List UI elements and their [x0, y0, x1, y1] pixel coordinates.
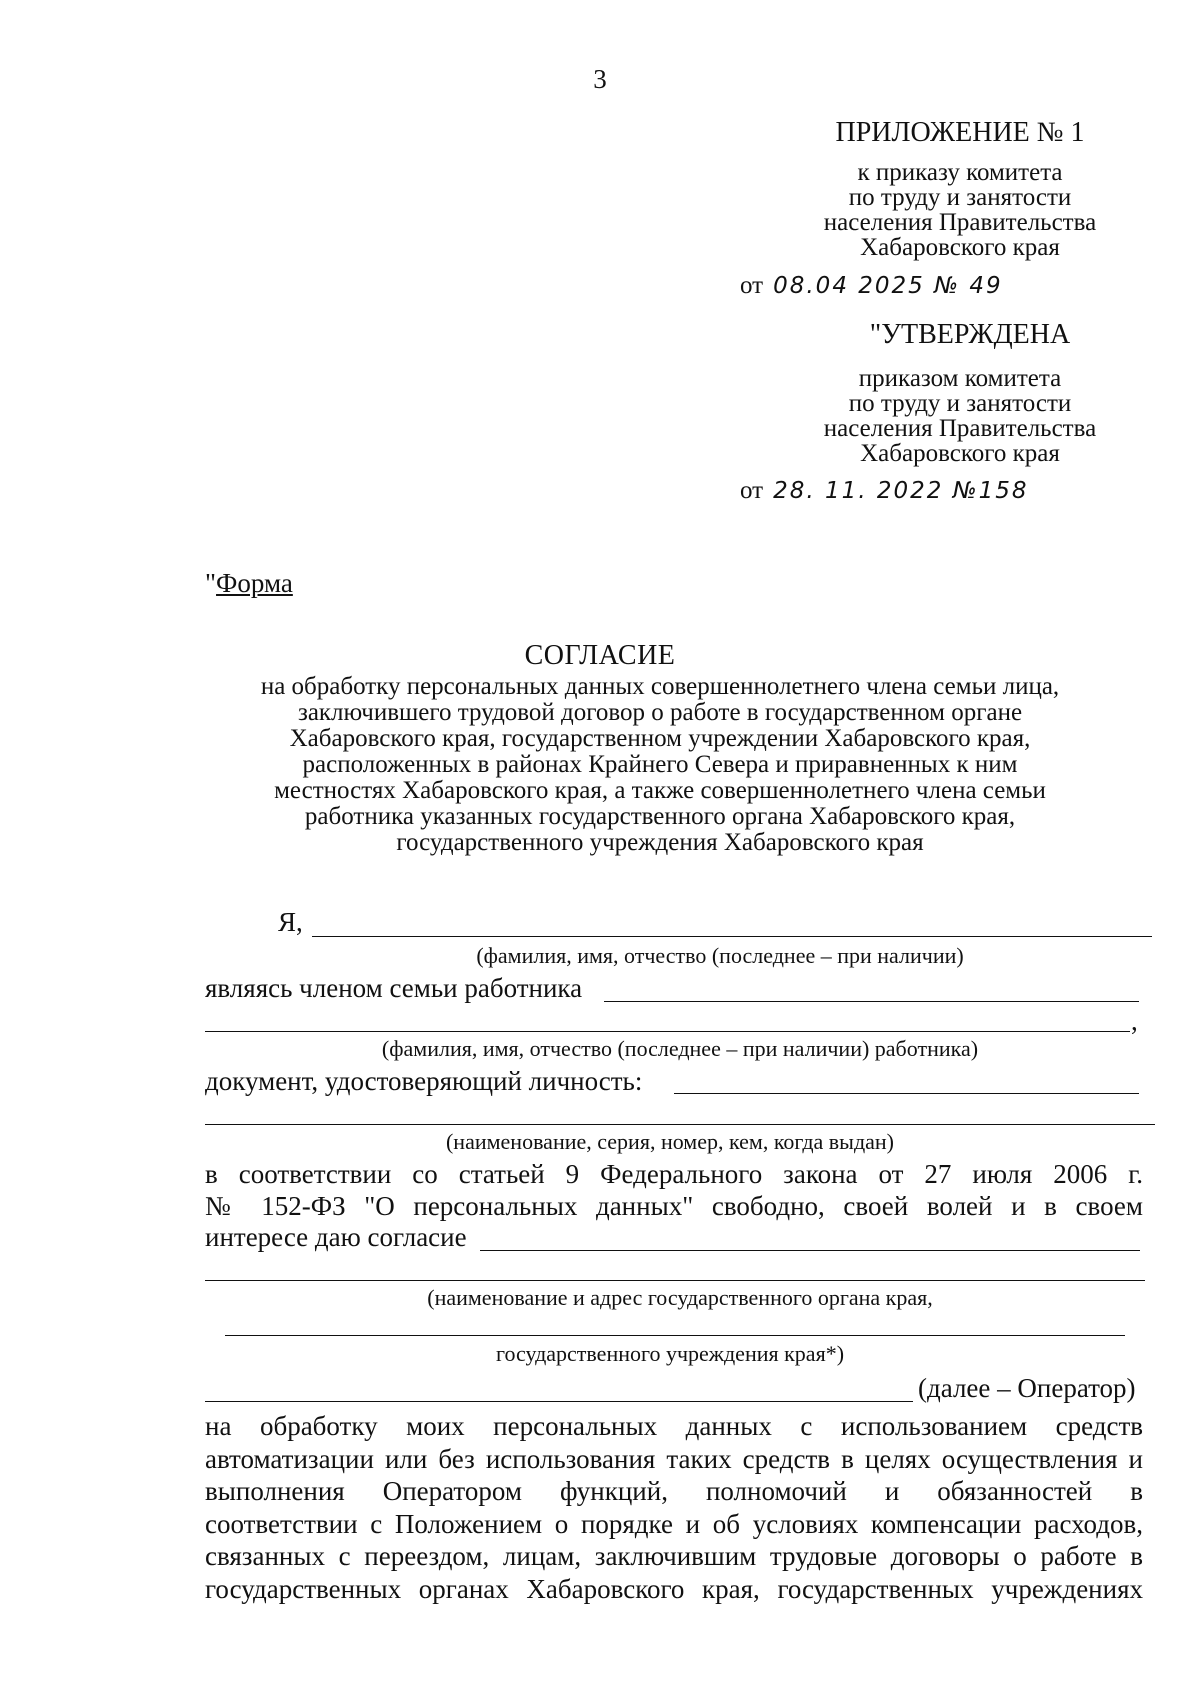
appendix-date-prefix: от — [740, 272, 764, 299]
approved-date-prefix: от — [740, 477, 764, 504]
operator-field-3[interactable] — [225, 1335, 1125, 1336]
law-reference — [205, 1158, 1143, 1222]
subtitle-line: на обработку персональных данных совершеннолетнего члена семьи лица, — [260, 673, 1060, 700]
id-document-field-2[interactable] — [205, 1124, 1155, 1125]
appendix-ref-line: к приказу комитета — [857, 159, 1063, 186]
worker-name-caption: (фамилия, имя, отчество (последнее – при наличии) работника) — [381, 1036, 979, 1061]
form-label — [205, 568, 293, 599]
operator-label: (далее – Оператор) — [918, 1373, 1136, 1403]
subtitle-line: Хабаровского края, государственном учреждении Хабаровского края, — [289, 725, 1031, 752]
approved-ref-line: населения Правительства — [823, 415, 1097, 442]
full-name-caption: (фамилия, имя, отчество (последнее – при наличии) — [476, 943, 964, 968]
consent-label: интересе даю согласие — [205, 1222, 467, 1252]
family-member-label: являясь членом семьи работника — [205, 973, 583, 1003]
full-name-field[interactable] — [312, 936, 1152, 937]
subtitle-line: расположенных в районах Крайнего Севера и приравненных к ним — [302, 751, 1018, 778]
approved-ref-line: Хабаровского края — [860, 440, 1060, 467]
body-line: на обработку моих персональных данных с использованием средств — [205, 1411, 1143, 1441]
operator-caption-2: государственного учреждения края*) — [495, 1341, 845, 1366]
id-document-label: документ, удостоверяющий личность: — [205, 1066, 643, 1096]
id-document-caption: (наименование, серия, номер, кем, когда выдан) — [445, 1129, 894, 1154]
body-line: автоматизации или без использования таких средств в целях осуществления и — [205, 1443, 1143, 1474]
appendix-ref-line: Хабаровского края — [860, 234, 1060, 261]
body-line: соответствии с Положением о порядке и об условиях компенсации расходов, — [205, 1508, 1143, 1539]
approved-date-line — [740, 477, 1029, 505]
operator-field-1[interactable] — [480, 1250, 1140, 1251]
comma: , — [1131, 1006, 1138, 1036]
appendix-ref-line: населения Правительства — [823, 209, 1097, 236]
subtitle-line: заключившего трудовой договор о работе в государственном органе — [297, 699, 1023, 726]
appendix-reference — [740, 160, 1180, 260]
appendix-date-line — [740, 272, 1003, 300]
body-line: государственных органах Хабаровского края, государственных учреждениях — [205, 1573, 1143, 1604]
operator-field-2[interactable] — [205, 1280, 1145, 1281]
body-paragraph — [205, 1410, 1143, 1605]
worker-name-field-1[interactable] — [604, 1001, 1139, 1002]
worker-name-field-2[interactable] — [205, 1031, 1130, 1032]
operator-field-4[interactable] — [205, 1401, 913, 1402]
approved-reference — [740, 366, 1180, 466]
id-document-field-1[interactable] — [674, 1093, 1139, 1094]
body-line: связанных с переездом, лицам, заключившим трудовые договоры о работе в — [205, 1541, 1143, 1571]
approved-date-handwritten: 28. 11. 2022 №158 — [773, 478, 1029, 504]
approved-ref-line: приказом комитета — [858, 365, 1062, 392]
approved-title: "УТВЕРЖДЕНА — [869, 319, 1071, 350]
form-label-text: Форма — [216, 568, 293, 598]
subtitle-line: работника указанных государственного органа Хабаровского края, — [304, 803, 1016, 830]
page-number: 3 — [593, 64, 607, 94]
appendix-date-handwritten: 08.04 2025 № 49 — [773, 273, 1003, 299]
law-line: № 152-ФЗ "О персональных данных" свободно, своей волей и в своем — [205, 1191, 1143, 1221]
appendix-ref-line: по труду и занятости — [848, 184, 1072, 211]
subtitle-line: государственного учреждения Хабаровского края — [396, 829, 924, 856]
form-label-quote: " — [205, 568, 217, 598]
appendix-title: ПРИЛОЖЕНИЕ № 1 — [835, 117, 1085, 148]
document-subtitle — [215, 674, 1105, 856]
approved-ref-line: по труду и занятости — [848, 390, 1072, 417]
law-line: в соответствии со статьей 9 Федерального закона от 27 июля 2006 г. — [205, 1159, 1143, 1189]
operator-caption-1: (наименование и адрес государственного органа края, — [427, 1285, 933, 1310]
document-title: СОГЛАСИЕ — [524, 640, 676, 671]
subtitle-line: местностях Хабаровского края, а также совершеннолетнего члена семьи — [274, 777, 1046, 804]
i-label: Я, — [278, 907, 303, 937]
body-line: выполнения Оператором функций, полномочий и обязанностей в — [205, 1476, 1143, 1506]
